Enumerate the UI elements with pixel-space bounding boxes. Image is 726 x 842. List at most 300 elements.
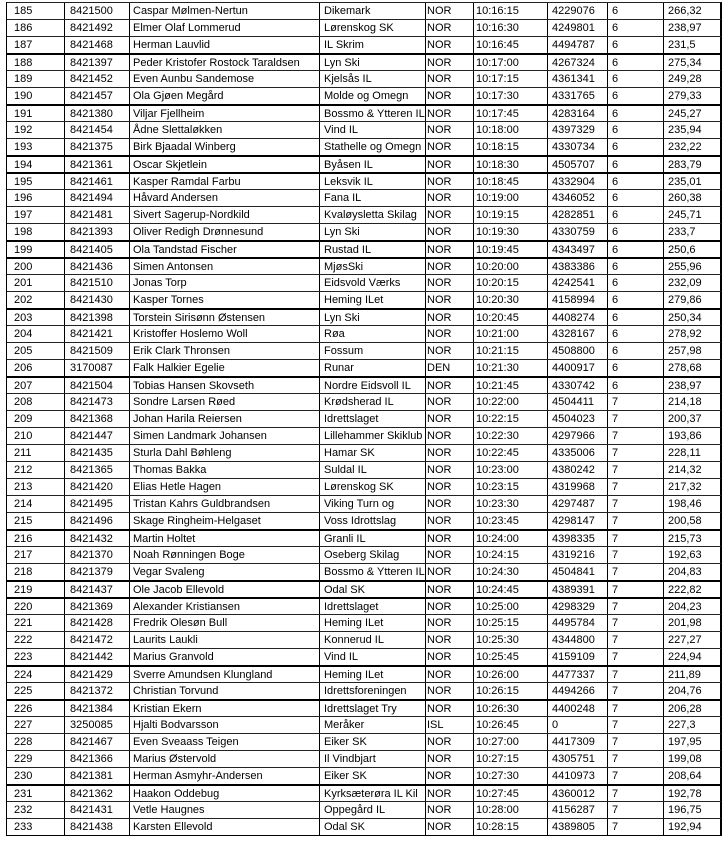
- member-id-cell: 8421481: [64, 207, 129, 223]
- member-id-cell: 8421384: [64, 701, 129, 716]
- club-cell: IL Skrim: [319, 37, 425, 53]
- member-id-cell: 8421472: [64, 632, 129, 648]
- license-cell: 4495784: [547, 615, 607, 631]
- table-row: [7, 257, 721, 274]
- member-id-cell: 8421421: [64, 326, 129, 342]
- club-cell: Konnerud IL: [319, 632, 425, 648]
- start-time-cell: 10:26:45: [473, 717, 547, 733]
- group-cell: 6: [607, 122, 663, 138]
- nation-cell: NOR: [425, 122, 473, 138]
- club-cell: Fana IL: [319, 190, 425, 206]
- bib-number-cell: 223: [14, 651, 33, 663]
- license-cell: 4328167: [547, 326, 607, 342]
- bib-number-cell: 229: [14, 753, 33, 765]
- group-cell: 7: [607, 802, 663, 818]
- member-id-cell: 8421457: [64, 88, 129, 104]
- table-row: [7, 104, 721, 121]
- points-cell: 278,92: [663, 326, 721, 342]
- table-row: [7, 36, 721, 53]
- table-row: [7, 733, 721, 750]
- nation-cell: NOR: [425, 378, 473, 393]
- table-row: [7, 274, 721, 291]
- athlete-name-cell: Elmer Olaf Lommerud: [129, 20, 319, 36]
- license-cell: 4330742: [547, 378, 607, 393]
- nation-cell: NOR: [425, 88, 473, 104]
- group-cell: 6: [607, 174, 663, 189]
- points-cell: 232,09: [663, 275, 721, 291]
- license-cell: 4494266: [547, 683, 607, 699]
- bib-number-cell: 201: [14, 277, 33, 289]
- club-cell: Lyn Ski: [319, 55, 425, 70]
- points-cell: 279,86: [663, 292, 721, 308]
- club-cell: Heming ILet: [319, 667, 425, 682]
- club-cell: Idrettslaget: [319, 599, 425, 614]
- nation-cell: NOR: [425, 37, 473, 53]
- member-id-cell: 8421405: [64, 242, 129, 257]
- club-cell: Fossum: [319, 343, 425, 359]
- license-cell: 4242541: [547, 275, 607, 291]
- athlete-name-cell: Kasper Ramdal Farbu: [129, 174, 319, 189]
- nation-cell: NOR: [425, 242, 473, 257]
- club-cell: Lyn Ski: [319, 224, 425, 240]
- group-cell: 6: [607, 55, 663, 70]
- club-cell: MjøsSki: [319, 259, 425, 274]
- group-cell: 6: [607, 360, 663, 376]
- license-cell: 4330734: [547, 139, 607, 155]
- member-id-cell: 8421436: [64, 259, 129, 274]
- athlete-name-cell: Tristan Kahrs Guldbrandsen: [129, 496, 319, 512]
- member-id-cell: 8421393: [64, 224, 129, 240]
- group-cell: 7: [607, 547, 663, 563]
- points-cell: 222,82: [663, 582, 721, 597]
- points-cell: 238,97: [663, 20, 721, 36]
- club-cell: Oppegård IL: [319, 802, 425, 818]
- nation-cell: NOR: [425, 513, 473, 529]
- club-cell: Viking Turn og: [319, 496, 425, 512]
- athlete-name-cell: Kristoffer Hoslemo Woll: [129, 326, 319, 342]
- group-cell: 6: [607, 242, 663, 257]
- points-cell: 211,89: [663, 667, 721, 682]
- start-time-cell: 10:16:15: [473, 3, 547, 19]
- table-row: [7, 631, 721, 648]
- table-row: [7, 376, 721, 393]
- points-cell: 192,94: [663, 819, 721, 835]
- bib-number-cell: 209: [14, 413, 33, 425]
- license-cell: 4397329: [547, 122, 607, 138]
- start-time-cell: 10:21:15: [473, 343, 547, 359]
- points-cell: 204,23: [663, 599, 721, 614]
- bib-number-cell: 222: [14, 634, 33, 646]
- start-time-cell: 10:26:15: [473, 683, 547, 699]
- group-cell: 6: [607, 3, 663, 19]
- nation-cell: NOR: [425, 190, 473, 206]
- nation-cell: NOR: [425, 786, 473, 801]
- athlete-name-cell: Sondre Larsen Røed: [129, 394, 319, 410]
- points-cell: 224,94: [663, 649, 721, 665]
- nation-cell: NOR: [425, 751, 473, 767]
- group-cell: 6: [607, 106, 663, 121]
- nation-cell: NOR: [425, 582, 473, 597]
- start-time-cell: 10:20:30: [473, 292, 547, 308]
- bib-number-cell: 199: [14, 244, 33, 256]
- athlete-name-cell: Erik Clark Thronsen: [129, 343, 319, 359]
- points-cell: 227,27: [663, 632, 721, 648]
- license-cell: 4282851: [547, 207, 607, 223]
- nation-cell: NOR: [425, 479, 473, 495]
- table-row: [7, 648, 721, 665]
- bib-number-cell: 202: [14, 294, 33, 306]
- club-cell: Oseberg Skilag: [319, 547, 425, 563]
- start-time-cell: 10:21:45: [473, 378, 547, 393]
- start-list-table: [6, 2, 722, 836]
- club-cell: Hamar SK: [319, 445, 425, 461]
- athlete-name-cell: Ola Tandstad Fischer: [129, 242, 319, 257]
- points-cell: 232,22: [663, 139, 721, 155]
- points-cell: 204,76: [663, 683, 721, 699]
- club-cell: Kjelsås IL: [319, 71, 425, 87]
- group-cell: 6: [607, 378, 663, 393]
- start-time-cell: 10:24:00: [473, 531, 547, 546]
- nation-cell: NOR: [425, 445, 473, 461]
- club-cell: Idrettslaget: [319, 411, 425, 427]
- member-id-cell: 8421437: [64, 582, 129, 597]
- member-id-cell: 8421379: [64, 564, 129, 580]
- member-id-cell: 8421509: [64, 343, 129, 359]
- group-cell: 7: [607, 632, 663, 648]
- group-cell: 7: [607, 479, 663, 495]
- table-row: [7, 716, 721, 733]
- table-row: [7, 461, 721, 478]
- start-time-cell: 10:19:15: [473, 207, 547, 223]
- table-row: [7, 325, 721, 342]
- license-cell: 4508800: [547, 343, 607, 359]
- points-cell: 198,46: [663, 496, 721, 512]
- nation-cell: DEN: [425, 360, 473, 376]
- bib-number-cell: 232: [14, 804, 33, 816]
- athlete-name-cell: Jonas Torp: [129, 275, 319, 291]
- bib-number-cell: 230: [14, 770, 33, 782]
- points-cell: 250,34: [663, 310, 721, 325]
- bib-number-cell: 198: [14, 226, 33, 238]
- group-cell: 7: [607, 599, 663, 614]
- member-id-cell: 8421369: [64, 599, 129, 614]
- nation-cell: NOR: [425, 394, 473, 410]
- athlete-name-cell: Oliver Redigh Drønnesund: [129, 224, 319, 240]
- start-time-cell: 10:22:45: [473, 445, 547, 461]
- bib-number-cell: 205: [14, 345, 33, 357]
- points-cell: 199,08: [663, 751, 721, 767]
- points-cell: 278,68: [663, 360, 721, 376]
- license-cell: 4319216: [547, 547, 607, 563]
- start-time-cell: 10:20:45: [473, 310, 547, 325]
- member-id-cell: 8421375: [64, 139, 129, 155]
- group-cell: 7: [607, 717, 663, 733]
- start-time-cell: 10:21:30: [473, 360, 547, 376]
- start-time-cell: 10:22:30: [473, 428, 547, 444]
- athlete-name-cell: Simen Antonsen: [129, 259, 319, 274]
- club-cell: Molde og Omegn: [319, 88, 425, 104]
- member-id-cell: 3250085: [64, 717, 129, 733]
- start-time-cell: 10:19:30: [473, 224, 547, 240]
- athlete-name-cell: Oscar Skjetlein: [129, 157, 319, 172]
- start-time-cell: 10:18:45: [473, 174, 547, 189]
- group-cell: 7: [607, 582, 663, 597]
- table-row: [7, 410, 721, 427]
- group-cell: 7: [607, 411, 663, 427]
- start-time-cell: 10:17:45: [473, 106, 547, 121]
- club-cell: Lillehammer Skiklub: [319, 428, 425, 444]
- start-time-cell: 10:23:30: [473, 496, 547, 512]
- group-cell: 6: [607, 71, 663, 87]
- group-cell: 7: [607, 786, 663, 801]
- table-row: [7, 495, 721, 512]
- license-cell: 4297487: [547, 496, 607, 512]
- bib-number-cell: 221: [14, 617, 33, 629]
- group-cell: 7: [607, 496, 663, 512]
- license-cell: 4505707: [547, 157, 607, 172]
- club-cell: Lyn Ski: [319, 310, 425, 325]
- start-time-cell: 10:16:45: [473, 37, 547, 53]
- club-cell: Eiker SK: [319, 768, 425, 784]
- group-cell: 7: [607, 445, 663, 461]
- license-cell: 4344800: [547, 632, 607, 648]
- bib-number-cell: 225: [14, 685, 33, 697]
- start-time-cell: 10:16:30: [473, 20, 547, 36]
- start-time-cell: 10:17:30: [473, 88, 547, 104]
- bib-number-cell: 206: [14, 362, 33, 374]
- start-time-cell: 10:25:30: [473, 632, 547, 648]
- nation-cell: NOR: [425, 326, 473, 342]
- member-id-cell: 8421454: [64, 122, 129, 138]
- member-id-cell: 8421496: [64, 513, 129, 529]
- license-cell: 4331765: [547, 88, 607, 104]
- athlete-name-cell: Sverre Amundsen Klungland: [129, 667, 319, 682]
- points-cell: 192,63: [663, 547, 721, 563]
- license-cell: 4346052: [547, 190, 607, 206]
- athlete-name-cell: Noah Rønningen Boge: [129, 547, 319, 563]
- bib-number-cell: 213: [14, 481, 33, 493]
- table-row: [7, 750, 721, 767]
- license-cell: 4417309: [547, 734, 607, 750]
- group-cell: 6: [607, 190, 663, 206]
- bib-number-cell: 191: [14, 108, 33, 120]
- points-cell: 193,86: [663, 428, 721, 444]
- club-cell: Røa: [319, 326, 425, 342]
- athlete-name-cell: Fredrik Olesøn Bull: [129, 615, 319, 631]
- athlete-name-cell: Hjalti Bodvarsson: [129, 717, 319, 733]
- bib-number-cell: 195: [14, 176, 33, 188]
- start-time-cell: 10:26:00: [473, 667, 547, 682]
- club-cell: Idrettsforeningen: [319, 683, 425, 699]
- license-cell: 4249801: [547, 20, 607, 36]
- license-cell: 4159109: [547, 649, 607, 665]
- start-time-cell: 10:25:15: [473, 615, 547, 631]
- license-cell: 4319968: [547, 479, 607, 495]
- table-row: [7, 206, 721, 223]
- points-cell: 245,27: [663, 106, 721, 121]
- points-cell: 200,37: [663, 411, 721, 427]
- athlete-name-cell: Falk Halkier Egelie: [129, 360, 319, 376]
- table-row: [7, 665, 721, 682]
- athlete-name-cell: Marius Østervold: [129, 751, 319, 767]
- nation-cell: NOR: [425, 428, 473, 444]
- license-cell: 0: [547, 717, 607, 733]
- points-cell: 206,28: [663, 701, 721, 716]
- club-cell: Runar: [319, 360, 425, 376]
- bib-number-cell: 200: [14, 261, 33, 273]
- table-row: [7, 563, 721, 580]
- points-cell: 217,32: [663, 479, 721, 495]
- member-id-cell: 8421365: [64, 462, 129, 478]
- group-cell: 6: [607, 224, 663, 240]
- member-id-cell: 8421398: [64, 310, 129, 325]
- nation-cell: NOR: [425, 106, 473, 121]
- table-row: [7, 801, 721, 818]
- member-id-cell: 8421435: [64, 445, 129, 461]
- nation-cell: NOR: [425, 649, 473, 665]
- athlete-name-cell: Kristian Ekern: [129, 701, 319, 716]
- club-cell: Dikemark: [319, 3, 425, 19]
- nation-cell: NOR: [425, 734, 473, 750]
- bib-number-cell: 204: [14, 328, 33, 340]
- license-cell: 4504841: [547, 564, 607, 580]
- bib-number-cell: 220: [14, 601, 33, 613]
- start-time-cell: 10:24:30: [473, 564, 547, 580]
- athlete-name-cell: Caspar Mølmen-Nertun: [129, 3, 319, 19]
- member-id-cell: 8421361: [64, 157, 129, 172]
- club-cell: Kvaløysletta Skilag: [319, 207, 425, 223]
- points-cell: 197,95: [663, 734, 721, 750]
- member-id-cell: 8421428: [64, 615, 129, 631]
- club-cell: Vind IL: [319, 122, 425, 138]
- start-time-cell: 10:22:15: [473, 411, 547, 427]
- group-cell: 7: [607, 649, 663, 665]
- club-cell: Eiker SK: [319, 734, 425, 750]
- club-cell: Bossmo & Ytteren IL: [319, 106, 425, 121]
- license-cell: 4504411: [547, 394, 607, 410]
- license-cell: 4504023: [547, 411, 607, 427]
- group-cell: 7: [607, 615, 663, 631]
- license-cell: 4360012: [547, 786, 607, 801]
- athlete-name-cell: Sturla Dahl Bøhleng: [129, 445, 319, 461]
- bib-number-cell: 190: [14, 90, 33, 102]
- group-cell: 6: [607, 343, 663, 359]
- group-cell: 7: [607, 819, 663, 835]
- points-cell: 214,18: [663, 394, 721, 410]
- start-time-cell: 10:23:00: [473, 462, 547, 478]
- license-cell: 4408274: [547, 310, 607, 325]
- nation-cell: NOR: [425, 310, 473, 325]
- member-id-cell: 8421500: [64, 3, 129, 19]
- points-cell: 231,5: [663, 37, 721, 53]
- group-cell: 7: [607, 701, 663, 716]
- nation-cell: NOR: [425, 3, 473, 19]
- table-row: [7, 308, 721, 325]
- club-cell: Kyrksæterøra IL Kil: [319, 786, 425, 801]
- club-cell: Odal SK: [319, 582, 425, 597]
- group-cell: 6: [607, 275, 663, 291]
- start-time-cell: 10:25:45: [473, 649, 547, 665]
- license-cell: 4400248: [547, 701, 607, 716]
- club-cell: Heming ILet: [319, 615, 425, 631]
- nation-cell: ISL: [425, 717, 473, 733]
- athlete-name-cell: Tobias Hansen Skovseth: [129, 378, 319, 393]
- license-cell: 4335006: [547, 445, 607, 461]
- nation-cell: NOR: [425, 224, 473, 240]
- bib-number-cell: 197: [14, 209, 33, 221]
- license-cell: 4330759: [547, 224, 607, 240]
- bib-number-cell: 228: [14, 736, 33, 748]
- club-cell: Suldal IL: [319, 462, 425, 478]
- table-row: [7, 155, 721, 172]
- athlete-name-cell: Skage Ringheim-Helgaset: [129, 513, 319, 529]
- club-cell: Krødsherad IL: [319, 394, 425, 410]
- license-cell: 4343497: [547, 242, 607, 257]
- start-time-cell: 10:24:45: [473, 582, 547, 597]
- athlete-name-cell: Birk Bjaadal Winberg: [129, 139, 319, 155]
- points-cell: 245,71: [663, 207, 721, 223]
- member-id-cell: 8421492: [64, 20, 129, 36]
- bib-number-cell: 188: [14, 57, 33, 69]
- points-cell: 279,33: [663, 88, 721, 104]
- points-cell: 228,11: [663, 445, 721, 461]
- athlete-name-cell: Even Aunbu Sandemose: [129, 71, 319, 87]
- start-time-cell: 10:19:00: [473, 190, 547, 206]
- athlete-name-cell: Ådne Slettaløkken: [129, 122, 319, 138]
- nation-cell: NOR: [425, 157, 473, 172]
- group-cell: 6: [607, 37, 663, 53]
- group-cell: 6: [607, 20, 663, 36]
- athlete-name-cell: Vetle Haugnes: [129, 802, 319, 818]
- license-cell: 4400917: [547, 360, 607, 376]
- member-id-cell: 8421368: [64, 411, 129, 427]
- points-cell: 249,28: [663, 71, 721, 87]
- club-cell: Heming ILet: [319, 292, 425, 308]
- bib-number-cell: 187: [14, 39, 33, 51]
- group-cell: 7: [607, 462, 663, 478]
- member-id-cell: 8421467: [64, 734, 129, 750]
- license-cell: 4297966: [547, 428, 607, 444]
- table-row: [7, 699, 721, 716]
- table-row: [7, 291, 721, 308]
- table-row: [7, 172, 721, 189]
- member-id-cell: 8421370: [64, 547, 129, 563]
- member-id-cell: 8421495: [64, 496, 129, 512]
- table-row: [7, 682, 721, 699]
- athlete-name-cell: Herman Lauvlid: [129, 37, 319, 53]
- license-cell: 4283164: [547, 106, 607, 121]
- table-row: [7, 87, 721, 104]
- member-id-cell: 8421432: [64, 531, 129, 546]
- athlete-name-cell: Sivert Sagerup-Nordkild: [129, 207, 319, 223]
- group-cell: 7: [607, 428, 663, 444]
- table-row: [7, 138, 721, 155]
- bib-number-cell: 219: [14, 584, 33, 596]
- points-cell: 208,64: [663, 768, 721, 784]
- bib-number-cell: 218: [14, 566, 33, 578]
- license-cell: 4389391: [547, 582, 607, 597]
- member-id-cell: 8421430: [64, 292, 129, 308]
- nation-cell: NOR: [425, 139, 473, 155]
- bib-number-cell: 186: [14, 22, 33, 34]
- nation-cell: NOR: [425, 632, 473, 648]
- table-row: [7, 53, 721, 70]
- group-cell: 7: [607, 751, 663, 767]
- member-id-cell: 8421452: [64, 71, 129, 87]
- club-cell: Idrettslaget Try: [319, 701, 425, 716]
- points-cell: 233,7: [663, 224, 721, 240]
- table-row: [7, 597, 721, 614]
